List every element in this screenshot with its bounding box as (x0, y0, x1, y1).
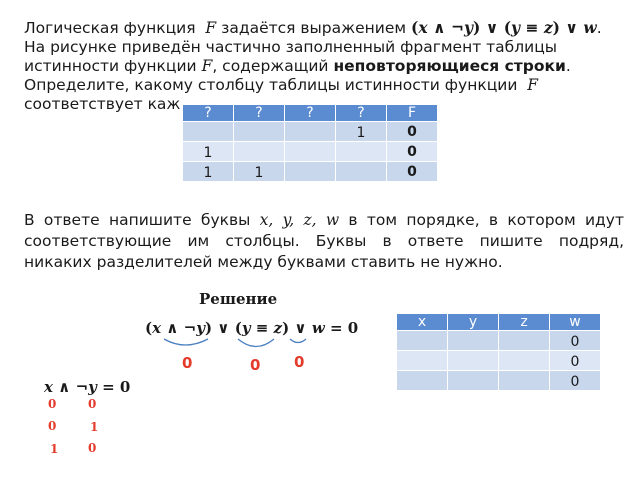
table-cell: 0 (550, 351, 601, 371)
arc-first-term (164, 339, 208, 345)
problem-line-2: На рисунке приведён частично заполненный фрагмент таблицы (24, 38, 558, 56)
problem-line-3: истинности функции F, содержащий неповторяющиеся строки. (24, 57, 571, 75)
table-row (397, 371, 601, 391)
table-cell (499, 371, 550, 391)
problem-line-5: соответствует каж (24, 95, 181, 113)
answer-instructions (24, 210, 624, 273)
table-row (397, 351, 601, 371)
table-header: ? (336, 105, 387, 122)
arc-w-term (290, 339, 306, 343)
pair-x-value: 0 (48, 397, 57, 411)
truth-table-fragment (182, 104, 438, 182)
solution-equation: (x ∧ ¬y) ∨ (y ≡ z) ∨ w = 0 (145, 319, 359, 337)
table-row (183, 142, 438, 162)
solution-title: Решение (199, 290, 278, 308)
table-cell: 0 (387, 122, 438, 142)
table-cell (183, 122, 234, 142)
table-cell: 0 (387, 162, 438, 182)
term-zero-1: 0 (182, 354, 193, 372)
table-cell (397, 331, 448, 351)
term-zero-2: 0 (250, 356, 261, 374)
table-cell (285, 162, 336, 182)
table-cell (285, 122, 336, 142)
pair-y-value: 1 (90, 420, 99, 434)
table-header: ? (183, 105, 234, 122)
table-cell: 0 (550, 371, 601, 391)
table-cell (448, 351, 499, 371)
pair-y-value: 0 (88, 441, 97, 455)
problem-statement (24, 18, 602, 114)
problem-line-4: Определите, какому столбцу таблицы истинности функции F (24, 76, 539, 94)
table-cell (336, 162, 387, 182)
underbrace-arcs (140, 336, 320, 358)
table-header: ? (234, 105, 285, 122)
table-row (397, 331, 601, 351)
table-cell (285, 142, 336, 162)
table-row (183, 122, 438, 142)
table-cell (448, 331, 499, 351)
pair-y-value: 0 (88, 397, 97, 411)
table-cell: 1 (183, 142, 234, 162)
pair-x-value: 0 (48, 419, 57, 433)
term-zero-3: 0 (294, 353, 305, 371)
table-cell (234, 142, 285, 162)
pair-x-value: 1 (50, 442, 59, 456)
answer-line-1: В ответе напишите буквы x, y, z, w в том порядке, в котором идут (24, 211, 624, 229)
table-cell (336, 142, 387, 162)
table-cell: 1 (336, 122, 387, 142)
table-cell: 1 (234, 162, 285, 182)
table-header: x (397, 314, 448, 331)
table-cell: 0 (550, 331, 601, 351)
table-cell (234, 122, 285, 142)
table-cell (397, 351, 448, 371)
table-header: z (499, 314, 550, 331)
table-header: F (387, 105, 438, 122)
problem-expression: (x ∧ ¬y) ∨ (y ≡ z) ∨ w (411, 18, 597, 37)
problem-line-1: Логическая функция F задаётся выражением (x ∧ ¬y) ∨ (y ≡ z) ∨ w. (24, 18, 602, 37)
answer-line-3: никаких разделителей между буквами ставить не нужно. (24, 253, 503, 271)
solution-table (396, 313, 601, 391)
table-cell: 1 (183, 162, 234, 182)
table-cell (499, 351, 550, 371)
table-header: ? (285, 105, 336, 122)
table-cell: 0 (387, 142, 438, 162)
sub-equation: x ∧ ¬y = 0 (44, 378, 131, 396)
arc-second-term (238, 339, 274, 347)
answer-line-2: соответствующие им столбцы. Буквы в ответе пишите подряд, (24, 232, 624, 250)
table-cell (448, 371, 499, 391)
table-cell (499, 331, 550, 351)
table-header: w (550, 314, 601, 331)
table-cell (397, 371, 448, 391)
table-header: y (448, 314, 499, 331)
table-row (183, 162, 438, 182)
